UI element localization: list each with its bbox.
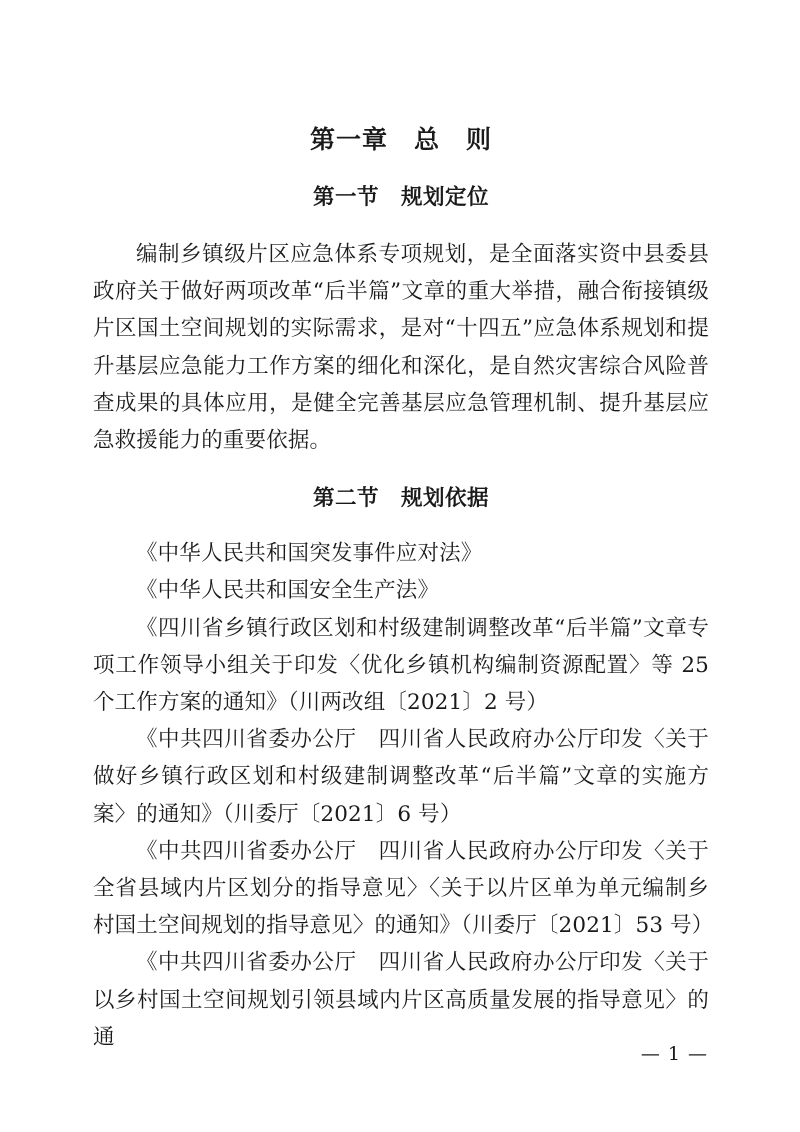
- chapter-title: 第一章 总 则: [309, 125, 492, 154]
- reference-item-2: 《中华人民共和国安全生产法》: [136, 578, 440, 604]
- reference-item-3: 《四川省乡镇行政区划和村级建制调整改革“后半篇”文章专项工作领导小组关于印发〈优化乡镇机构编制资源配置〉等 25 个工作方案的通知》（川两改组〔2021〕2 号）: [93, 615, 709, 716]
- section-heading-2: 第二节 规划依据: [312, 486, 489, 512]
- section-heading-1: 第一节 规划定位: [312, 185, 489, 210]
- reference-item-6: 《中共四川省委办公厅 四川省人民政府办公厅印发〈关于以乡村国土空间规划引领县域内片区高质量发展的指导意见〉的通: [93, 950, 709, 1050]
- reference-item-5: 《中共四川省委办公厅 四川省人民政府办公厅印发〈关于全省县域内片区划分的指导意见〉〈关于以片区单为单元编制乡村国土空间规划的指导意见〉的通知》（川委厅〔2021〕53 号）: [93, 838, 714, 939]
- reference-item-1: 《中华人民共和国突发事件应对法》: [136, 541, 483, 567]
- reference-item-4: 《中共四川省委办公厅 四川省人民政府办公厅印发〈关于做好乡镇行政区划和村级建制调整改革“后半篇”文章的实施方案〉的通知》（川委厅〔2021〕6 号）: [93, 727, 709, 827]
- paragraph-planning-positioning: 编制乡镇级片区应急体系专项规划，是全面落实资中县委县政府关于做好两项改革“后半篇”文章的重大举措，融合衔接镇级片区国土空间规划的实际需求，是对“十四五”应急体系规划和提升基层应急能力工作方案的细化和深化，是自然灾害综合风险普查成果的具体应用，是健全完善基层应急管理机制、提升基层应急救援能力的重要依据。: [93, 242, 709, 454]
- page-number: — 1 —: [640, 1043, 708, 1065]
- page-content: [93, 0, 714, 1056]
